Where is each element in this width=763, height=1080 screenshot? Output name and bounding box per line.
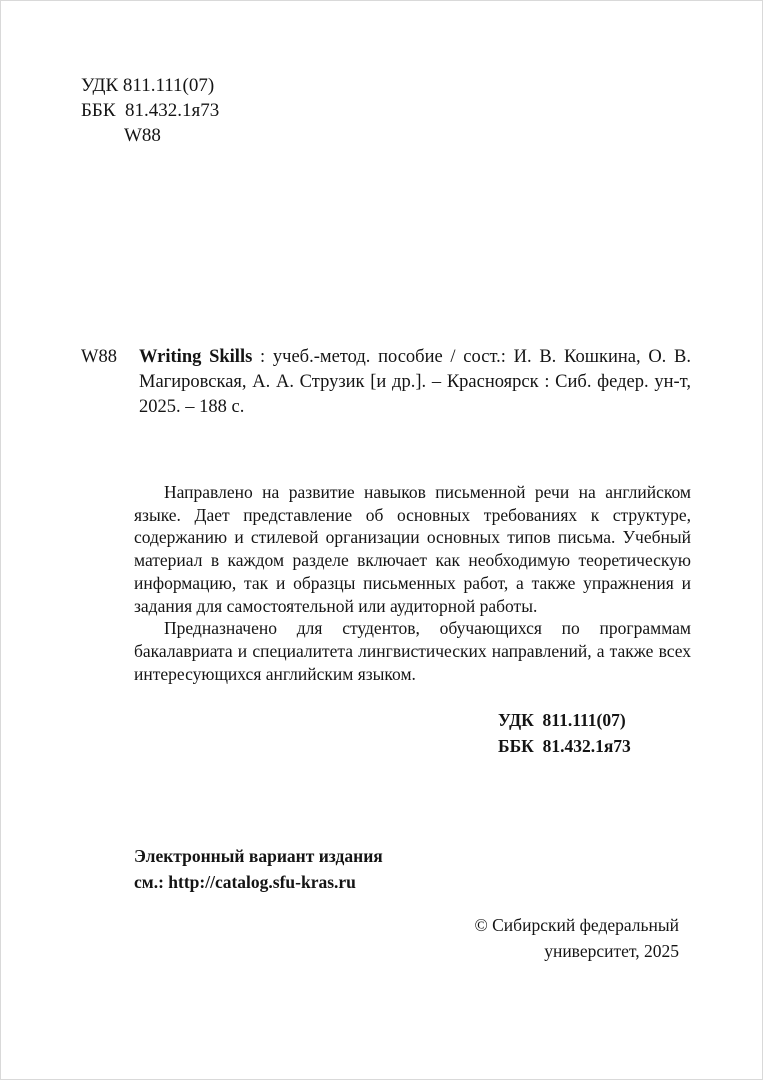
bibliographic-citation [139, 345, 691, 420]
citation-author-sign: W88 [81, 347, 117, 367]
right-classification-codes [498, 707, 631, 759]
copyright-line-1: © Сибирский федеральный [474, 915, 679, 935]
annotation-paragraph-2: Предназначено для студентов, обучающихся по программам бакалавриата и специалитета лингвистических направлений, а также всех интересующихся английским языком. [134, 618, 691, 684]
udc-code: УДК 811.111(07) [81, 75, 215, 96]
electronic-edition-note [134, 843, 383, 895]
citation-text: : учеб.-метод. пособие / сост.: И. В. Кошкина, О. В. Магировская, А. А. Струзик [и др.]. – Красноярск : Сиб. федер. ун-т, 2025. – 188 с. [139, 347, 691, 417]
udc-code-right: УДК 811.111(07) [498, 710, 626, 730]
copyright-line-2: университет, 2025 [544, 941, 679, 961]
bbk-code: ББК 81.432.1я73 [81, 100, 220, 121]
book-title: Writing Skills [139, 347, 253, 367]
copyright-notice [474, 912, 679, 964]
annotation-paragraph-1: Направлено на развитие навыков письменной речи на английском языке. Дает представление об основных требованиях к структуре, содержанию и стилевой организации основных типов письма. Учебный материал в каждом разделе включает как необходимую теоретическую информацию, так и образцы письменных работ, а также упражнения и задания для самостоятельной или аудиторной работы. [134, 482, 691, 616]
bbk-code-right: ББК 81.432.1я73 [498, 736, 631, 756]
electronic-edition-label: Электронный вариант издания [134, 846, 383, 866]
annotation [134, 481, 691, 685]
top-classification-codes [81, 73, 219, 148]
author-sign: W88 [124, 125, 161, 146]
electronic-edition-url: см.: http://catalog.sfu-kras.ru [134, 872, 356, 892]
